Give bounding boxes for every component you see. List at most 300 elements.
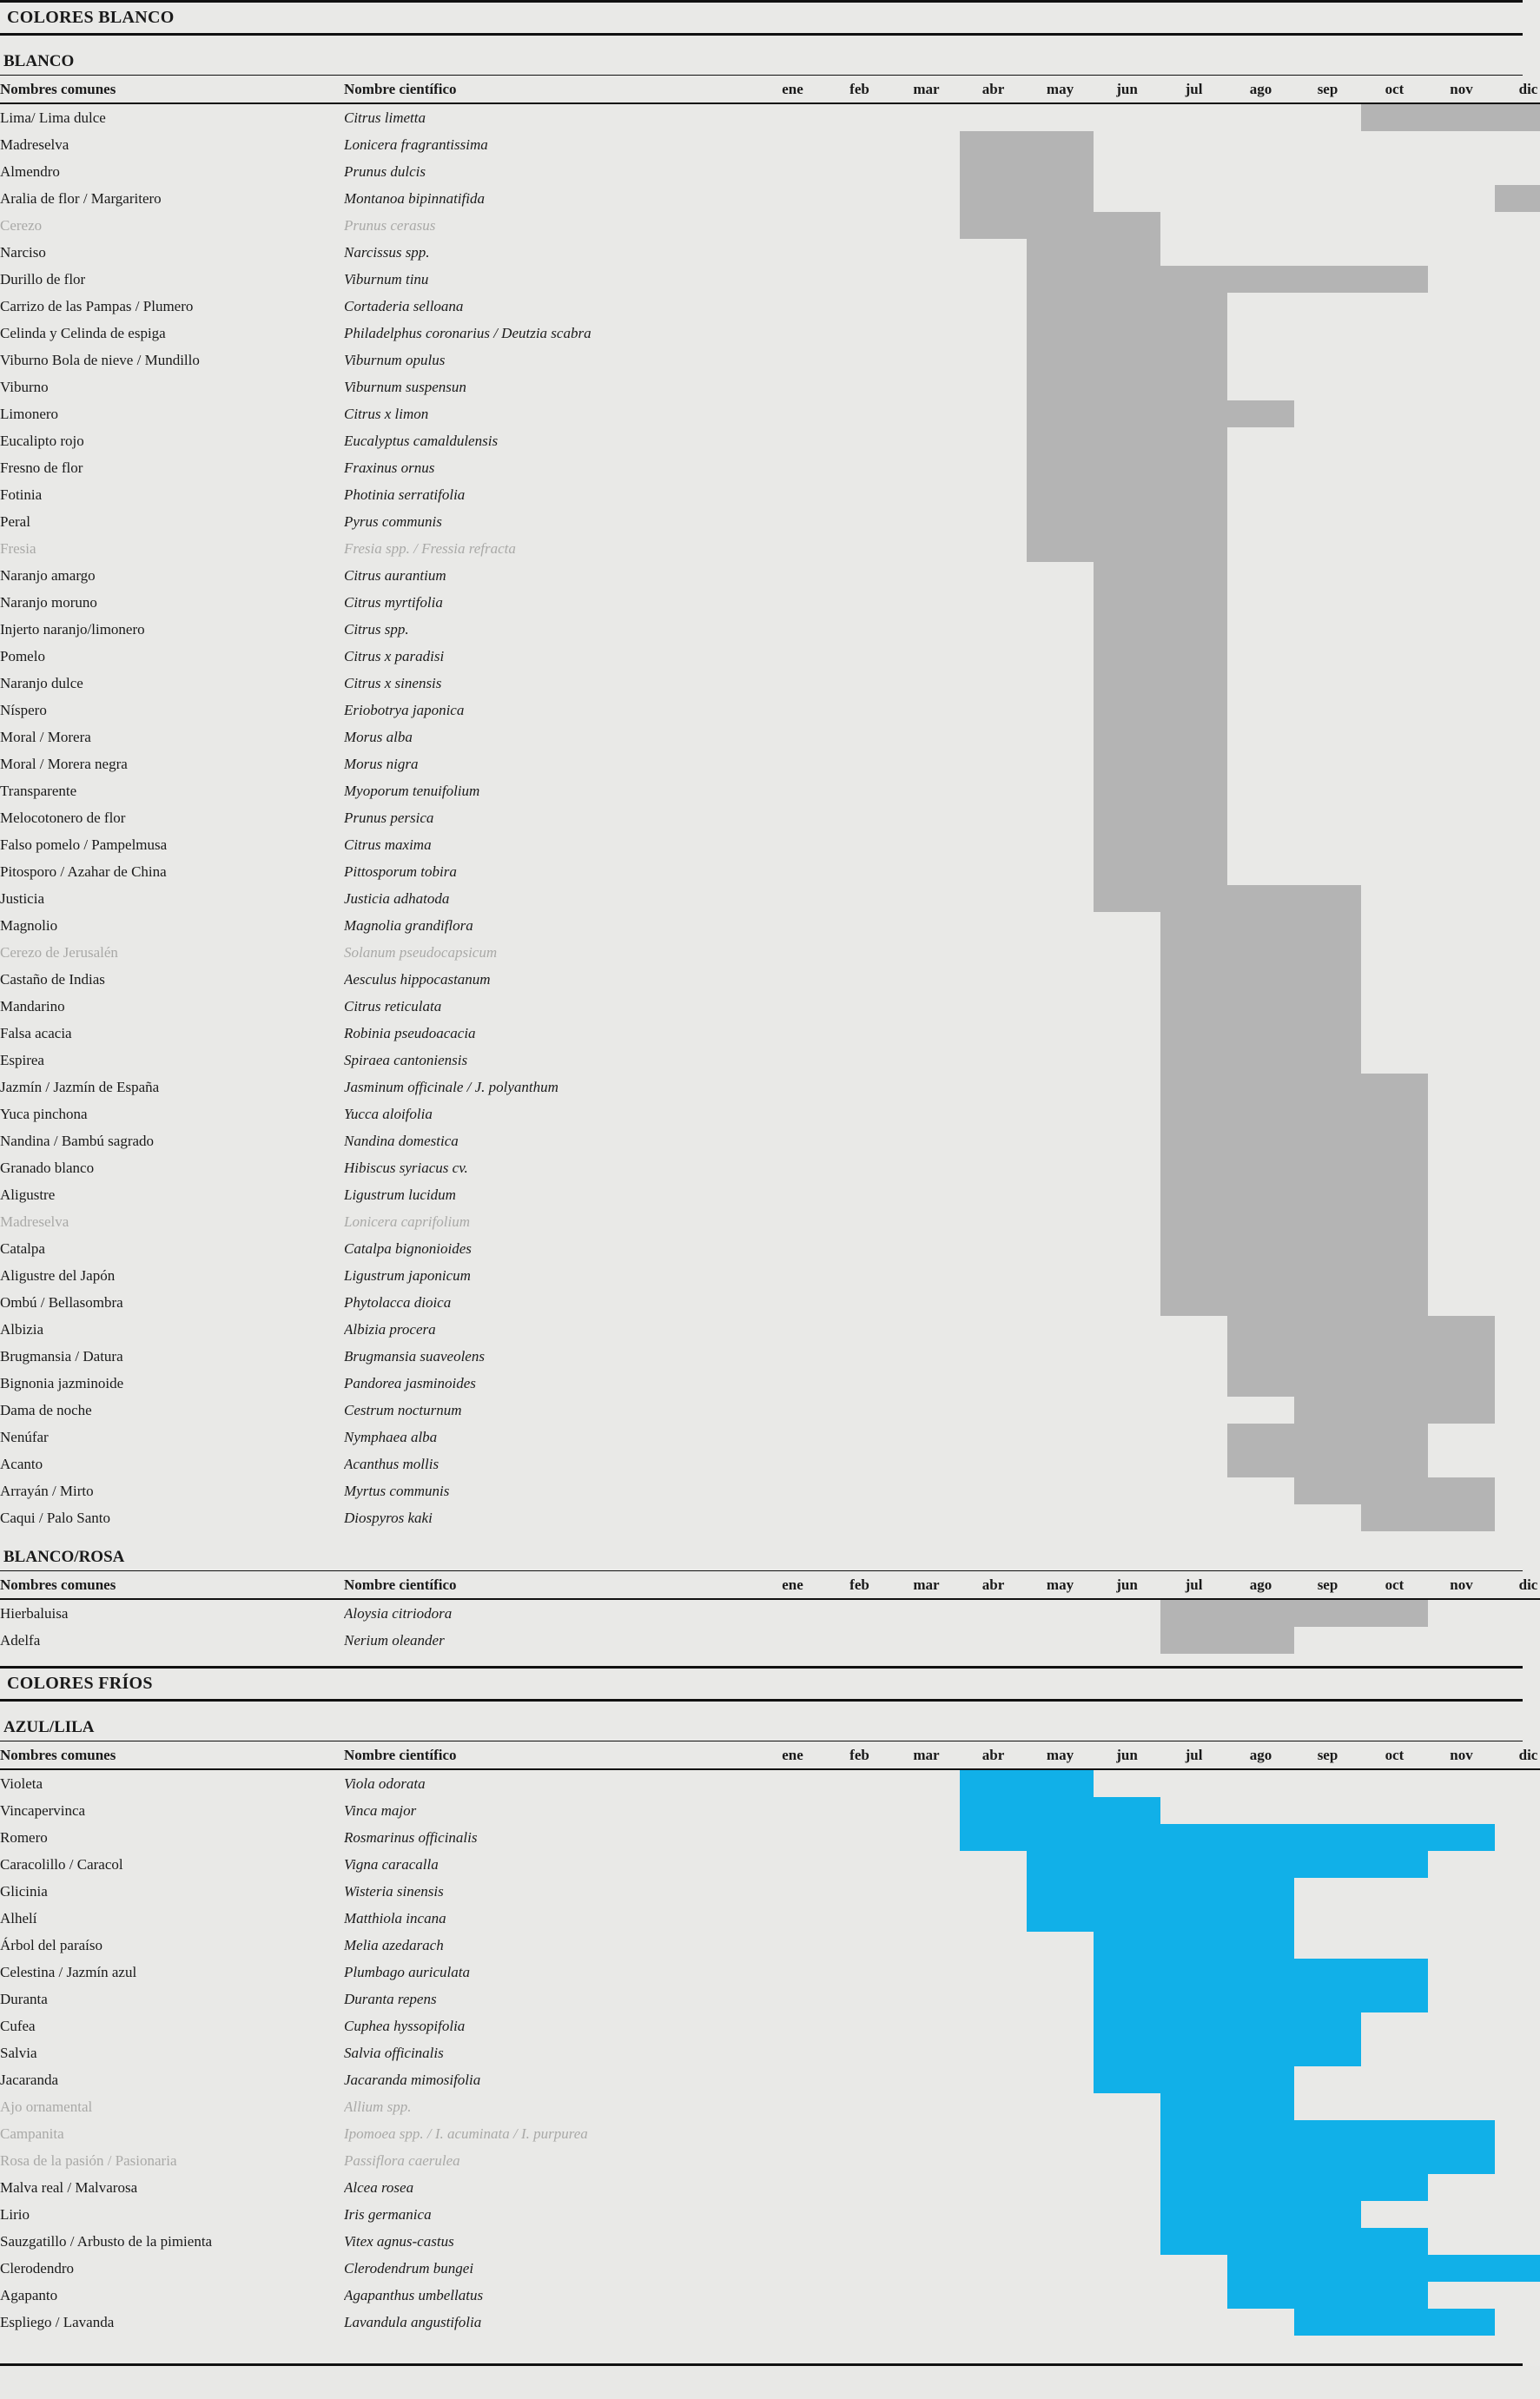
bloom-cell-sep (1294, 2093, 1361, 2120)
empty-cell (1361, 750, 1428, 777)
empty-cell (1361, 2093, 1428, 2120)
empty-cell (826, 589, 893, 616)
header-month-sep: sep (1317, 1576, 1338, 1593)
bloom-cell-sep (1294, 1424, 1361, 1451)
bloom-cell-may (1027, 239, 1094, 266)
empty-cell (826, 885, 893, 912)
empty-cell (1094, 1343, 1160, 1370)
empty-cell (893, 1986, 960, 2012)
empty-cell (1094, 1316, 1160, 1343)
bloom-cell-ago (1227, 643, 1294, 670)
empty-cell (1495, 1127, 1540, 1154)
empty-cell (759, 912, 826, 939)
bloom-bar (1160, 1127, 1227, 1154)
bloom-cell-dic (1495, 2120, 1540, 2147)
bloom-cell-sep (1294, 912, 1361, 939)
bloom-cell-may (1027, 1932, 1094, 1959)
bloom-bar (1294, 1959, 1361, 1986)
bloom-bar (1294, 939, 1361, 966)
bloom-bar (1227, 1959, 1294, 1986)
empty-cell (1495, 2201, 1540, 2228)
bloom-cell-jun (1094, 697, 1160, 724)
empty-cell (1495, 2039, 1540, 2066)
bloom-cell-dic (1495, 454, 1540, 481)
plant-common-name: Alhelí (0, 1910, 37, 1926)
bloom-cell-feb (826, 1074, 893, 1100)
empty-cell (960, 616, 1027, 643)
bloom-cell-nov (1428, 1851, 1495, 1878)
bloom-bar (1227, 993, 1294, 1020)
empty-cell (1160, 104, 1227, 131)
bloom-cell-mar (893, 293, 960, 320)
bloom-bar (1094, 562, 1160, 589)
bloom-cell-mar (893, 373, 960, 400)
empty-cell (893, 912, 960, 939)
bloom-cell-ene (759, 212, 826, 239)
empty-cell (1094, 2201, 1160, 2228)
bloom-cell-sep (1294, 2039, 1361, 2066)
bloom-cell-oct (1361, 1127, 1428, 1154)
table-row (0, 1504, 1540, 1531)
bloom-bar (1094, 2039, 1160, 2066)
bloom-cell-nov (1428, 2255, 1495, 2282)
empty-cell (1495, 2066, 1540, 2093)
bloom-cell-jul (1160, 1599, 1227, 1627)
empty-cell (759, 697, 826, 724)
bloom-cell-dic (1495, 697, 1540, 724)
empty-cell (1227, 804, 1294, 831)
table-row (0, 1477, 1540, 1504)
bloom-bar (1160, 804, 1227, 831)
plant-common-name: Romero (0, 1829, 48, 1846)
bloom-cell-may (1027, 939, 1094, 966)
bloom-cell-nov (1428, 885, 1495, 912)
empty-cell (1361, 1627, 1428, 1654)
bloom-bar (1094, 1851, 1160, 1878)
header-month-ene: ene (782, 1747, 803, 1763)
empty-cell (1495, 562, 1540, 589)
bloom-cell-oct (1361, 1504, 1428, 1531)
empty-cell (759, 562, 826, 589)
empty-cell (960, 2039, 1027, 2066)
empty-cell (759, 1208, 826, 1235)
bloom-cell-oct (1361, 616, 1428, 643)
empty-cell (826, 212, 893, 239)
empty-cell (1094, 1208, 1160, 1235)
empty-cell (826, 2012, 893, 2039)
bloom-cell-ago (1227, 562, 1294, 589)
bloom-calendar-table (0, 1741, 1540, 2336)
empty-cell (1428, 1627, 1495, 1654)
empty-cell (1495, 966, 1540, 993)
empty-cell (1361, 427, 1428, 454)
empty-cell (1294, 185, 1361, 212)
plant-common-name: Níspero (0, 702, 47, 718)
empty-cell (1428, 266, 1495, 293)
bloom-cell-mar (893, 2282, 960, 2309)
empty-cell (893, 777, 960, 804)
empty-cell (759, 1289, 826, 1316)
bloom-cell-dic (1495, 777, 1540, 804)
bloom-cell-ene (759, 1154, 826, 1181)
bloom-cell-may (1027, 589, 1094, 616)
empty-cell (893, 2120, 960, 2147)
table-row (0, 535, 1540, 562)
bloom-cell-dic (1495, 185, 1540, 212)
plant-common-name: Rosa de la pasión / Pasionaria (0, 2152, 177, 2169)
bloom-bar (1227, 1208, 1294, 1235)
bloom-cell-oct (1361, 1424, 1428, 1451)
bloom-bar (1160, 481, 1227, 508)
bloom-cell-feb (826, 185, 893, 212)
bloom-cell-nov (1428, 831, 1495, 858)
bloom-cell-may (1027, 1451, 1094, 1477)
empty-cell (1027, 1477, 1094, 1504)
empty-cell (1094, 158, 1160, 185)
bloom-cell-may (1027, 158, 1094, 185)
bloom-cell-ago (1227, 885, 1294, 912)
bloom-cell-mar (893, 481, 960, 508)
empty-cell (960, 1154, 1027, 1181)
empty-cell (1361, 508, 1428, 535)
empty-cell (1027, 2039, 1094, 2066)
empty-cell (1495, 2012, 1540, 2039)
bloom-cell-sep (1294, 1878, 1361, 1905)
empty-cell (826, 1878, 893, 1905)
empty-cell (1227, 2309, 1294, 2336)
bloom-cell-jun (1094, 1181, 1160, 1208)
bloom-cell-ago (1227, 103, 1294, 131)
bloom-cell-ago (1227, 2228, 1294, 2255)
bloom-cell-ago (1227, 535, 1294, 562)
bloom-bar (1495, 185, 1540, 212)
bloom-cell-sep (1294, 724, 1361, 750)
bloom-cell-feb (826, 1797, 893, 1824)
bloom-cell-dic (1495, 427, 1540, 454)
bloom-cell-abr (960, 1627, 1027, 1654)
bloom-cell-nov (1428, 481, 1495, 508)
empty-cell (960, 535, 1027, 562)
bloom-bar (1227, 1986, 1294, 2012)
bloom-bar (1361, 1397, 1428, 1424)
bloom-cell-nov (1428, 1127, 1495, 1154)
empty-cell (1428, 885, 1495, 912)
table-row (0, 2039, 1540, 2066)
empty-cell (1027, 1370, 1094, 1397)
bloom-cell-dic (1495, 400, 1540, 427)
plant-common-name: Naranjo amargo (0, 567, 96, 584)
empty-cell (893, 1959, 960, 1986)
plant-scientific-name: Citrus myrtifolia (344, 594, 443, 611)
empty-cell (1428, 1127, 1495, 1154)
empty-cell (1294, 104, 1361, 131)
empty-cell (826, 239, 893, 266)
bloom-cell-may (1027, 535, 1094, 562)
empty-cell (960, 1074, 1027, 1100)
bloom-bar (1361, 1959, 1428, 1986)
bloom-cell-ene (759, 2039, 826, 2066)
bloom-cell-sep (1294, 1851, 1361, 1878)
bloom-cell-jul (1160, 1959, 1227, 1986)
empty-cell (1495, 535, 1540, 562)
empty-cell (759, 1477, 826, 1504)
empty-cell (893, 589, 960, 616)
bloom-bar (1294, 1047, 1361, 1074)
plant-scientific-name: Myrtus communis (344, 1483, 450, 1499)
empty-cell (826, 939, 893, 966)
bloom-bar (1160, 1851, 1227, 1878)
bloom-bar (1160, 562, 1227, 589)
empty-cell (1227, 670, 1294, 697)
empty-cell (759, 2147, 826, 2174)
plant-scientific-name: Prunus dulcis (344, 163, 426, 180)
bloom-cell-jun (1094, 535, 1160, 562)
empty-cell (960, 643, 1027, 670)
table-body (0, 103, 1540, 1531)
table-row (0, 1047, 1540, 1074)
bloom-cell-dic (1495, 2039, 1540, 2066)
bloom-cell-abr (960, 939, 1027, 966)
empty-cell (1027, 777, 1094, 804)
bloom-cell-ago (1227, 185, 1294, 212)
bloom-cell-ene (759, 858, 826, 885)
bloom-cell-oct (1361, 1397, 1428, 1424)
bloom-cell-oct (1361, 2309, 1428, 2336)
bloom-cell-feb (826, 2039, 893, 2066)
bloom-cell-jul (1160, 2012, 1227, 2039)
bloom-bar (1027, 508, 1094, 535)
bloom-bar (1361, 1851, 1428, 1878)
bloom-cell-mar (893, 2093, 960, 2120)
bloom-cell-nov (1428, 1397, 1495, 1424)
bloom-cell-may (1027, 750, 1094, 777)
empty-cell (960, 858, 1027, 885)
bloom-cell-jul (1160, 1477, 1227, 1504)
bloom-cell-jun (1094, 2174, 1160, 2201)
bloom-cell-may (1027, 777, 1094, 804)
empty-cell (759, 481, 826, 508)
bloom-cell-abr (960, 1504, 1027, 1531)
bloom-cell-dic (1495, 858, 1540, 885)
empty-cell (826, 2147, 893, 2174)
bloom-cell-ene (759, 1451, 826, 1477)
bloom-cell-feb (826, 293, 893, 320)
bloom-bar (1094, 750, 1160, 777)
bloom-cell-jul (1160, 508, 1227, 535)
bloom-cell-abr (960, 185, 1027, 212)
bloom-bar (1027, 212, 1094, 239)
bloom-cell-oct (1361, 939, 1428, 966)
plant-scientific-name: Lavandula angustifolia (344, 2314, 482, 2330)
bloom-bar (1361, 1824, 1428, 1851)
bloom-cell-nov (1428, 2201, 1495, 2228)
empty-cell (1294, 1627, 1361, 1654)
bloom-cell-feb (826, 158, 893, 185)
bloom-bar (1160, 858, 1227, 885)
table-row (0, 2201, 1540, 2228)
bloom-cell-may (1027, 670, 1094, 697)
empty-cell (1428, 670, 1495, 697)
bloom-cell-sep (1294, 1797, 1361, 1824)
bloom-bar (1094, 1959, 1160, 1986)
bloom-cell-abr (960, 2039, 1027, 2066)
empty-cell (1495, 400, 1540, 427)
table-row (0, 266, 1540, 293)
bloom-cell-oct (1361, 885, 1428, 912)
bloom-cell-ago (1227, 131, 1294, 158)
empty-cell (893, 1932, 960, 1959)
table-body (0, 1769, 1540, 2336)
bloom-cell-dic (1495, 804, 1540, 831)
bloom-cell-ago (1227, 1235, 1294, 1262)
plant-scientific-name: Matthiola incana (344, 1910, 446, 1926)
bloom-cell-ene (759, 1797, 826, 1824)
plant-scientific-name: Eucalyptus camaldulensis (344, 433, 499, 449)
empty-cell (826, 158, 893, 185)
bloom-cell-dic (1495, 2309, 1540, 2336)
empty-cell (893, 158, 960, 185)
plant-scientific-name: Vinca major (344, 1802, 417, 1819)
bloom-cell-nov (1428, 185, 1495, 212)
bloom-bar (1094, 400, 1160, 427)
empty-cell (826, 1262, 893, 1289)
bloom-cell-may (1027, 1343, 1094, 1370)
empty-cell (1495, 1824, 1540, 1851)
bloom-cell-sep (1294, 993, 1361, 1020)
header-nombres-comunes: Nombres comunes (0, 81, 116, 97)
empty-cell (1027, 2147, 1094, 2174)
bloom-cell-oct (1361, 131, 1428, 158)
bloom-cell-abr (960, 1424, 1027, 1451)
empty-cell (826, 454, 893, 481)
bloom-cell-jun (1094, 2066, 1160, 2093)
bloom-cell-nov (1428, 724, 1495, 750)
plant-common-name: Eucalipto rojo (0, 433, 84, 449)
bloom-bar (1294, 1451, 1361, 1477)
bloom-cell-ago (1227, 831, 1294, 858)
bloom-cell-abr (960, 373, 1027, 400)
bloom-cell-dic (1495, 2012, 1540, 2039)
bloom-cell-ago (1227, 1986, 1294, 2012)
header-month-abr: abr (982, 1576, 1005, 1593)
bloom-cell-oct (1361, 2282, 1428, 2309)
empty-cell (893, 293, 960, 320)
bloom-cell-ago (1227, 589, 1294, 616)
bloom-cell-may (1027, 1154, 1094, 1181)
bloom-cell-nov (1428, 670, 1495, 697)
empty-cell (826, 2039, 893, 2066)
empty-cell (893, 1074, 960, 1100)
empty-cell (1294, 643, 1361, 670)
bloom-cell-feb (826, 750, 893, 777)
bloom-bar (1160, 266, 1227, 293)
empty-cell (893, 1797, 960, 1824)
bloom-bar (1160, 293, 1227, 320)
empty-cell (1428, 1424, 1495, 1451)
bloom-cell-oct (1361, 1316, 1428, 1343)
empty-cell (1094, 966, 1160, 993)
bloom-cell-nov (1428, 2120, 1495, 2147)
bloom-cell-may (1027, 2039, 1094, 2066)
empty-cell (759, 1878, 826, 1905)
bloom-cell-jun (1094, 131, 1160, 158)
bloom-bar (1160, 1878, 1227, 1905)
plant-common-name: Madreselva (0, 1213, 69, 1230)
header-nombre-cientifico: Nombre científico (344, 1576, 457, 1593)
empty-cell (826, 966, 893, 993)
bloom-cell-ene (759, 293, 826, 320)
bloom-cell-abr (960, 1959, 1027, 1986)
empty-cell (759, 158, 826, 185)
empty-cell (893, 266, 960, 293)
table-row (0, 2120, 1540, 2147)
bloom-cell-ago (1227, 1824, 1294, 1851)
empty-cell (1428, 2066, 1495, 2093)
table-row (0, 1451, 1540, 1477)
table-row (0, 1208, 1540, 1235)
empty-cell (759, 347, 826, 373)
empty-cell (960, 1181, 1027, 1208)
bloom-cell-abr (960, 831, 1027, 858)
bloom-cell-ene (759, 2201, 826, 2228)
bloom-cell-abr (960, 2012, 1027, 2039)
bloom-cell-sep (1294, 1451, 1361, 1477)
bloom-cell-dic (1495, 293, 1540, 320)
empty-cell (1428, 1797, 1495, 1824)
bloom-cell-jul (1160, 993, 1227, 1020)
bloom-bar (1094, 293, 1160, 320)
empty-cell (960, 481, 1027, 508)
bloom-cell-abr (960, 616, 1027, 643)
bloom-cell-jun (1094, 1235, 1160, 1262)
header-nombres-comunes: Nombres comunes (0, 1747, 116, 1763)
bloom-cell-sep (1294, 966, 1361, 993)
bloom-cell-ago (1227, 1627, 1294, 1654)
bloom-cell-feb (826, 966, 893, 993)
bloom-cell-feb (826, 1154, 893, 1181)
empty-cell (960, 777, 1027, 804)
empty-cell (1294, 293, 1361, 320)
empty-cell (893, 804, 960, 831)
bloom-cell-jun (1094, 320, 1160, 347)
bloom-bar (1361, 1504, 1428, 1531)
bloom-cell-oct (1361, 1181, 1428, 1208)
empty-cell (826, 185, 893, 212)
bloom-cell-abr (960, 2201, 1027, 2228)
bloom-cell-nov (1428, 1959, 1495, 1986)
empty-cell (1495, 481, 1540, 508)
empty-cell (960, 2066, 1027, 2093)
table-row (0, 1343, 1540, 1370)
bloom-cell-feb (826, 1932, 893, 1959)
bloom-bar (1227, 2174, 1294, 2201)
table-row (0, 2093, 1540, 2120)
empty-cell (1428, 939, 1495, 966)
empty-cell (893, 939, 960, 966)
bloom-bar (1361, 104, 1428, 131)
header-month-ene: ene (782, 81, 803, 97)
bloom-bar (1160, 535, 1227, 562)
bloom-cell-nov (1428, 2282, 1495, 2309)
bloom-cell-nov (1428, 750, 1495, 777)
bloom-cell-oct (1361, 670, 1428, 697)
table-row (0, 158, 1540, 185)
empty-cell (826, 1627, 893, 1654)
bloom-cell-oct (1361, 1905, 1428, 1932)
empty-cell (759, 1932, 826, 1959)
bloom-cell-mar (893, 885, 960, 912)
empty-cell (1227, 697, 1294, 724)
